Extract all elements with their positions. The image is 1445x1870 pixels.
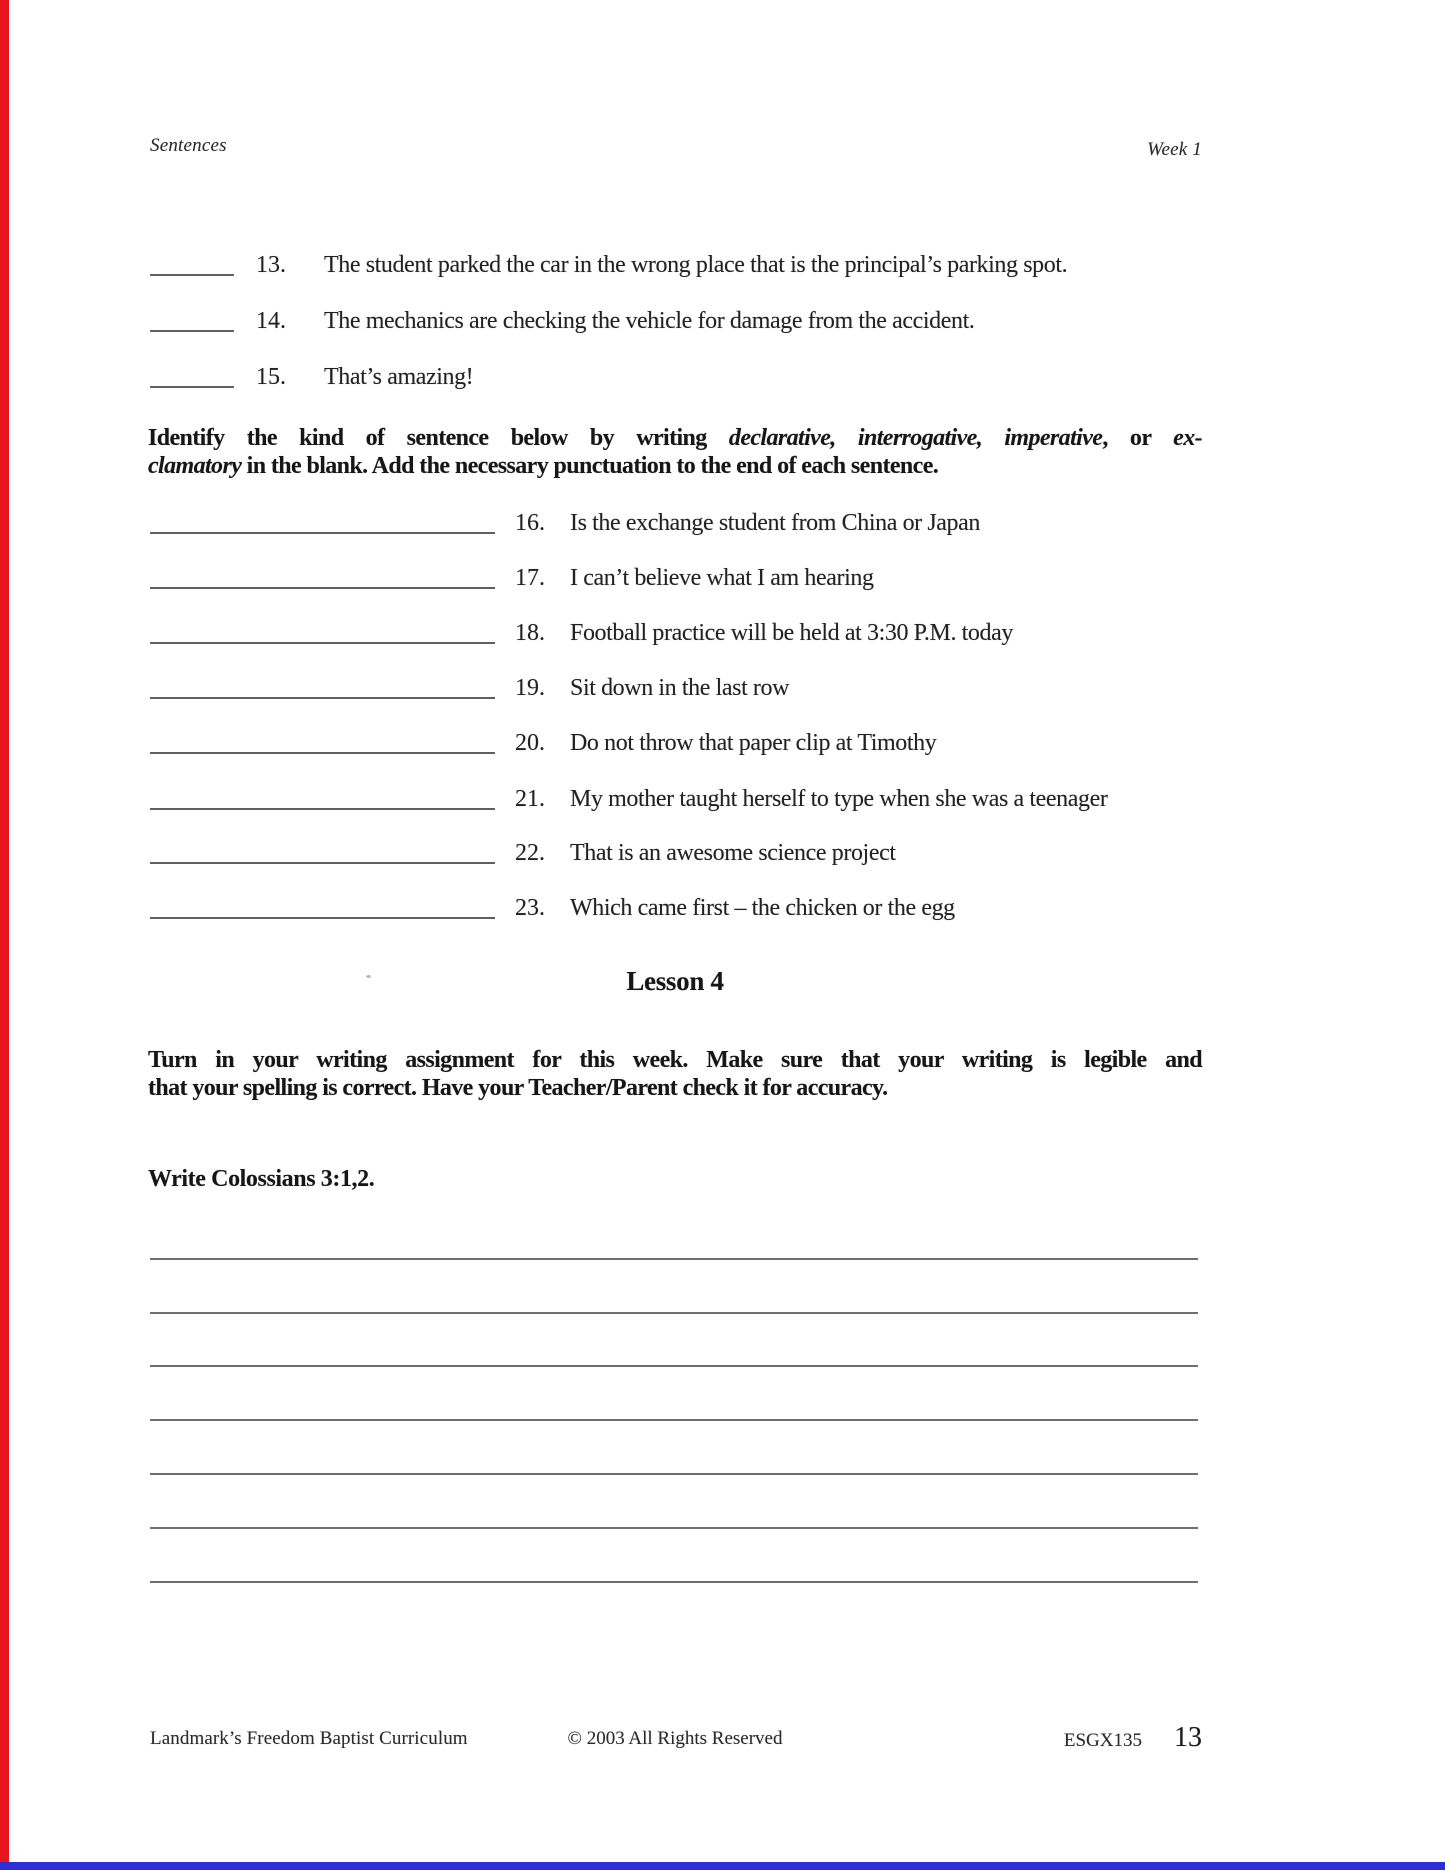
- answer-blank: [150, 386, 234, 388]
- item-sentence: I can’t believe what I am hearing: [570, 565, 874, 591]
- item-number: 14.: [256, 308, 286, 334]
- writing-line: [150, 1312, 1198, 1314]
- exercise-row-16: [150, 509, 980, 537]
- footer-publisher: Landmark’s Freedom Baptist Curriculum: [150, 1728, 468, 1749]
- item-number: 16.: [515, 510, 545, 536]
- item-sentence: That’s amazing!: [324, 364, 474, 390]
- exercise-row-21: [150, 785, 1107, 813]
- answer-blank: [150, 532, 495, 534]
- exercise-row-23: [150, 894, 955, 922]
- item-sentence: Sit down in the last row: [570, 675, 790, 701]
- item-sentence: That is an awesome science project: [570, 840, 896, 866]
- answer-blank: [150, 274, 234, 276]
- answer-blank: [150, 808, 495, 810]
- item-sentence: The student parked the car in the wrong place that is the principal’s parking spot.: [324, 252, 1068, 278]
- item-sentence: Which came first – the chicken or the egg: [570, 895, 955, 921]
- answer-blank: [150, 752, 495, 754]
- header-section-title: Sentences: [150, 135, 227, 156]
- turn-in-line-1: Turn in your writing assignment for this week. Make sure that your writing is legible and: [148, 1047, 1202, 1073]
- lesson-heading: Lesson 4: [626, 966, 724, 996]
- exercise-row-19: [150, 674, 789, 702]
- scan-edge-artifact-left: [0, 0, 9, 1870]
- page-footer: [148, 1722, 1202, 1756]
- exercise-row-20: [150, 729, 936, 757]
- turn-in-paragraph: [148, 1046, 1202, 1102]
- writing-line: [150, 1365, 1198, 1367]
- exercise-row-18: [150, 619, 1013, 647]
- instruction-paragraph: [148, 424, 1202, 480]
- item-sentence: Do not throw that paper clip at Timothy: [570, 730, 937, 756]
- answer-blank: [150, 587, 495, 589]
- item-number: 17.: [515, 565, 545, 591]
- write-prompt: Write Colossians 3:1,2.: [148, 1166, 375, 1192]
- scan-edge-artifact-bottom: [0, 1862, 1445, 1870]
- page-header: [148, 134, 1202, 160]
- answer-blank: [150, 862, 495, 864]
- item-number: 23.: [515, 895, 545, 921]
- exercise-row-17: [150, 564, 874, 592]
- answer-blank: [150, 642, 495, 644]
- footer-right-group: [1064, 1722, 1202, 1754]
- writing-line: [150, 1419, 1198, 1421]
- answer-blank: [150, 697, 495, 699]
- turn-in-line-2: that your spelling is correct. Have your Teacher/Parent check it for accuracy.: [148, 1075, 888, 1101]
- answer-blank: [150, 330, 234, 332]
- item-sentence: Is the exchange student from China or Japan: [570, 510, 981, 536]
- exercise-row-13: [150, 251, 1067, 279]
- footer-copyright: © 2003 All Rights Reserved: [567, 1728, 783, 1749]
- item-sentence: The mechanics are checking the vehicle for damage from the accident.: [324, 308, 975, 334]
- item-number: 19.: [515, 675, 545, 701]
- item-number: 21.: [515, 786, 545, 812]
- item-number: 18.: [515, 620, 545, 646]
- page-number: 13: [1174, 1722, 1202, 1753]
- writing-line: [150, 1581, 1198, 1583]
- header-week-label: Week 1: [1147, 139, 1202, 160]
- writing-line: [150, 1473, 1198, 1475]
- writing-line: [150, 1258, 1198, 1260]
- exercise-row-22: [150, 839, 896, 867]
- writing-line: [150, 1527, 1198, 1529]
- item-sentence: My mother taught herself to type when she was a teenager: [570, 786, 1108, 812]
- instruction-line-1: Identify the kind of sentence below by writing declarative, interrogative, imperative, or ex-: [148, 425, 1202, 451]
- item-number: 13.: [256, 252, 286, 278]
- exercise-row-15: [150, 363, 473, 391]
- item-sentence: Football practice will be held at 3:30 P.M. today: [570, 620, 1013, 646]
- exercise-row-14: [150, 307, 974, 335]
- answer-blank: [150, 917, 495, 919]
- instruction-line-2: clamatory in the blank. Add the necessary punctuation to the end of each sentence.: [148, 453, 939, 479]
- item-number: 15.: [256, 364, 286, 390]
- footer-product-code: ESGX135: [1063, 1730, 1142, 1751]
- item-number: 20.: [515, 730, 545, 756]
- item-number: 22.: [515, 840, 545, 866]
